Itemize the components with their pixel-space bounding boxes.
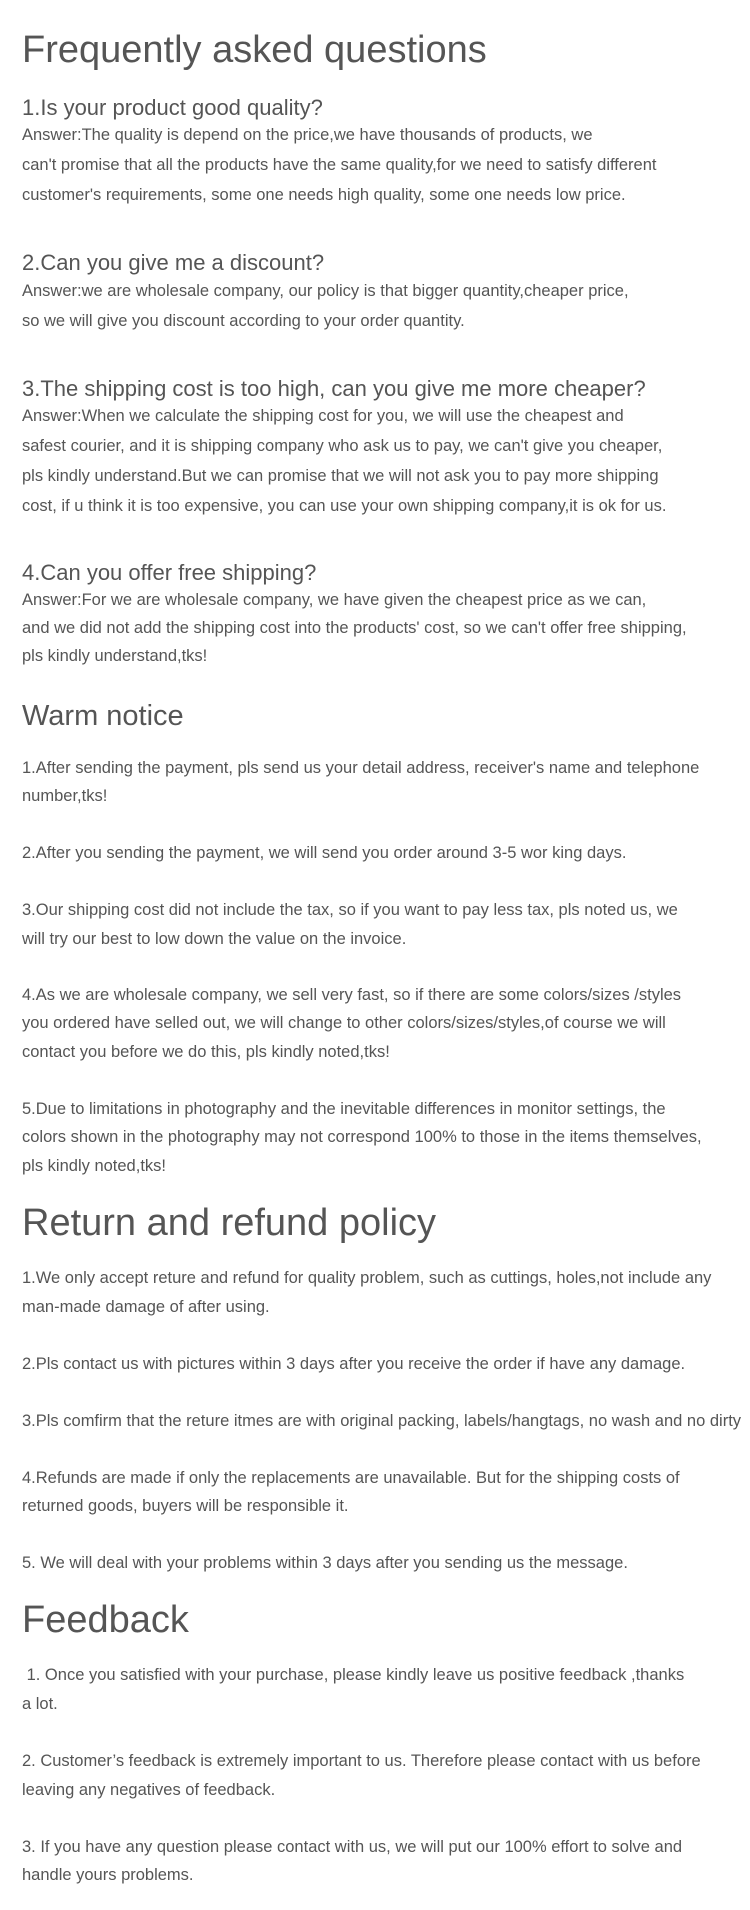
feedback-title: Feedback xyxy=(22,1599,189,1641)
notice-3-line-2: will try our best to low down the value on the invoice. xyxy=(22,930,407,948)
faq-question-3: 3.The shipping cost is too high, can you give me more cheaper? xyxy=(22,376,646,401)
faq-answer-1-line-3: customer's requirements, some one needs high quality, some one needs low price. xyxy=(22,186,626,204)
notice-5-line-1: 5.Due to limitations in photography and the inevitable differences in monitor settings, the xyxy=(22,1100,666,1118)
faq-answer-3-line-3: pls kindly understand.But we can promise that we will not ask you to pay more shipping xyxy=(22,467,659,485)
notice-4-line-3: contact you before we do this, pls kindly noted,tks! xyxy=(22,1043,390,1061)
warm-notice-title: Warm notice xyxy=(22,700,184,732)
feedback-2-line-1: 2. Customer’s feedback is extremely important to us. Therefore please contact with us before xyxy=(22,1752,701,1770)
notice-4-line-1: 4.As we are wholesale company, we sell very fast, so if there are some colors/sizes /styles xyxy=(22,986,682,1004)
return-4-line-2: returned goods, buyers will be responsible it. xyxy=(22,1497,349,1515)
feedback-2-line-2: leaving any negatives of feedback. xyxy=(22,1781,276,1799)
notice-1-line-2: number,tks! xyxy=(22,787,108,805)
return-1-line-2: man-made damage of after using. xyxy=(22,1298,270,1316)
faq-title: Frequently asked questions xyxy=(22,29,487,71)
return-2-line-1: 2.Pls contact us with pictures within 3 days after you receive the order if have any damage. xyxy=(22,1355,686,1373)
notice-5-line-3: pls kindly noted,tks! xyxy=(22,1157,166,1175)
faq-question-4: 4.Can you offer free shipping? xyxy=(22,560,317,585)
faq-answer-1-line-1: Answer:The quality is depend on the price,we have thousands of products, we xyxy=(22,126,593,144)
faq-answer-1-line-2: can't promise that all the products have the same quality,for we need to satisfy different xyxy=(22,156,657,174)
feedback-3-line-1: 3. If you have any question please contact with us, we will put our 100% effort to solve and xyxy=(22,1838,683,1856)
faq-answer-3-line-2: safest courier, and it is shipping company who ask us to pay, we can't give you cheaper, xyxy=(22,437,663,455)
notice-2-line-1: 2.After you sending the payment, we will send you order around 3-5 wor king days. xyxy=(22,844,627,862)
notice-4-line-2: you ordered have selled out, we will change to other colors/sizes/styles,of course we will xyxy=(22,1014,666,1032)
faq-answer-4-line-2: and we did not add the shipping cost into the products' cost, so we can't offer free shipping, xyxy=(22,619,687,637)
return-3-line-1: 3.Pls comfirm that the reture itmes are with original packing, labels/hangtags, no wash and no dirty xyxy=(22,1412,742,1430)
faq-answer-4-line-3: pls kindly understand,tks! xyxy=(22,647,208,665)
return-1-line-1: 1.We only accept reture and refund for quality problem, such as cuttings, holes,not include any xyxy=(22,1269,712,1287)
feedback-1-line-1: 1. Once you satisfied with your purchase, please kindly leave us positive feedback ,thanks xyxy=(22,1666,685,1684)
return-4-line-1: 4.Refunds are made if only the replacements are unavailable. But for the shipping costs of xyxy=(22,1469,680,1487)
faq-answer-4-line-1: Answer:For we are wholesale company, we have given the cheapest price as we can, xyxy=(22,591,647,609)
return-5-line-1: 5. We will deal with your problems within 3 days after you sending us the message. xyxy=(22,1554,628,1572)
feedback-3-line-2: handle yours problems. xyxy=(22,1866,194,1884)
faq-question-2: 2.Can you give me a discount? xyxy=(22,250,325,275)
faq-answer-3-line-4: cost, if u think it is too expensive, you can use your own shipping company,it is ok for us. xyxy=(22,497,667,515)
faq-question-1: 1.Is your product good quality? xyxy=(22,95,323,120)
faq-answer-3-line-1: Answer:When we calculate the shipping cost for you, we will use the cheapest and xyxy=(22,407,624,425)
notice-1-line-1: 1.After sending the payment, pls send us your detail address, receiver's name and telephone xyxy=(22,759,700,777)
notice-5-line-2: colors shown in the photography may not correspond 100% to those in the items themselves, xyxy=(22,1128,702,1146)
faq-answer-2-line-1: Answer:we are wholesale company, our policy is that bigger quantity,cheaper price, xyxy=(22,282,629,300)
faq-answer-2-line-2: so we will give you discount according to your order quantity. xyxy=(22,312,465,330)
return-policy-title: Return and refund policy xyxy=(22,1202,437,1244)
notice-3-line-1: 3.Our shipping cost did not include the tax, so if you want to pay less tax, pls noted us, we xyxy=(22,901,678,919)
feedback-1-line-2: a lot. xyxy=(22,1695,58,1713)
